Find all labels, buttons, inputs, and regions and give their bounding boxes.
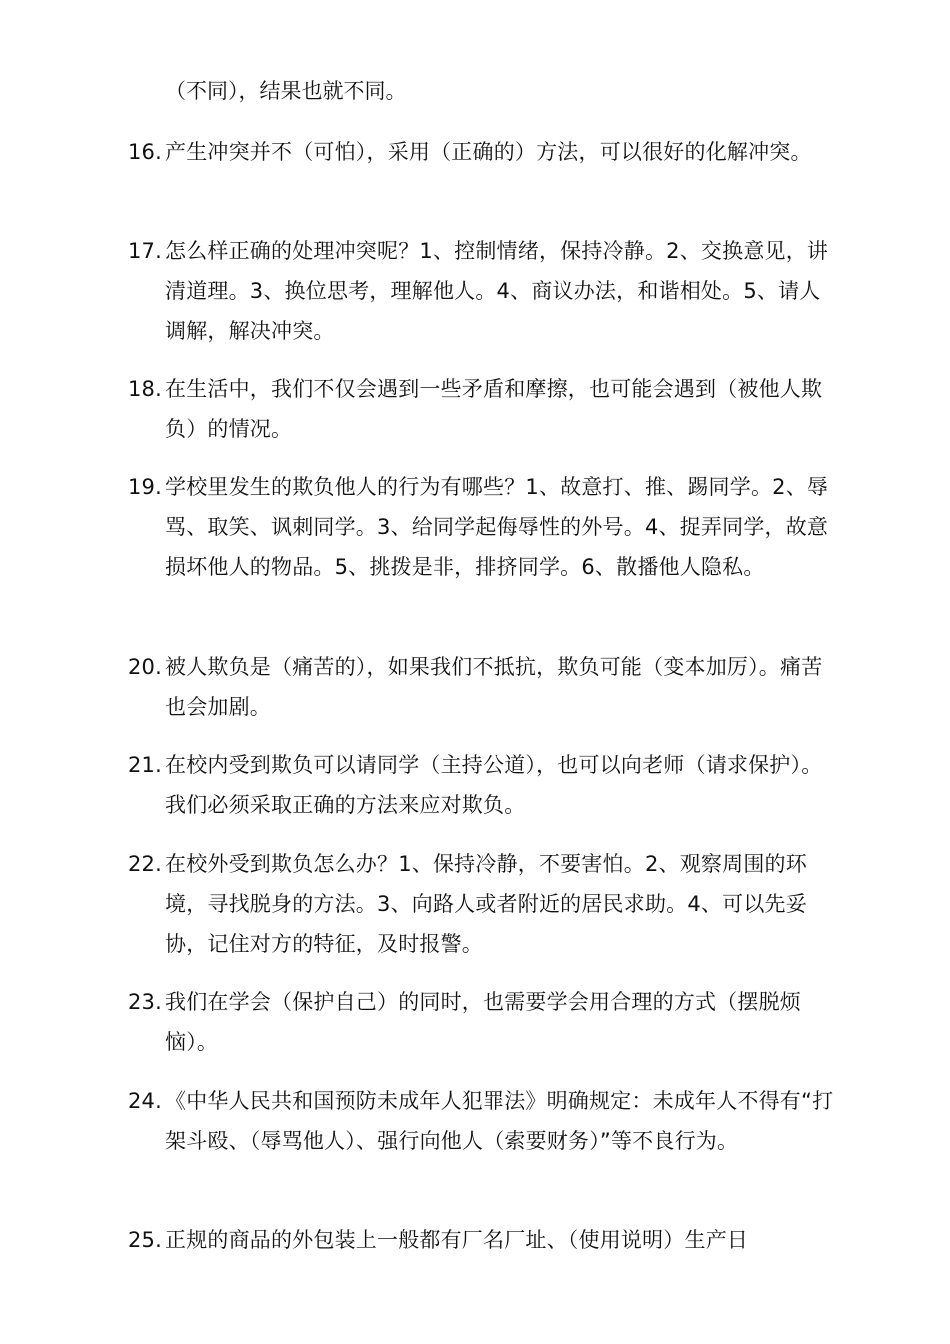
- item-number: 20.: [128, 655, 162, 679]
- list-item-18: [128, 369, 834, 449]
- item-text: 《中华人民共和国预防未成年人犯罪法》明确规定：未成年人不得有“打架斗殴、（辱骂他人）、强行向他人（索要财务）”等不良行为。: [165, 1089, 834, 1153]
- item-text: 在校外受到欺负怎么办？1、保持冷静，不要害怕。2、观察周围的环境，寻找脱身的方法。3、向路人或者附近的居民求助。4、可以先妥协，记住对方的特征，及时报警。: [165, 852, 807, 956]
- item-number: 25.: [128, 1228, 162, 1252]
- list-item-24: [128, 1081, 834, 1161]
- item-text: 正规的商品的外包装上一般都有厂名厂址、（使用说明）生产日: [165, 1228, 749, 1252]
- item-number: 19.: [128, 475, 162, 499]
- list-item-19: [128, 467, 834, 587]
- list-item-25: [128, 1220, 834, 1260]
- item-number: 24.: [128, 1089, 162, 1113]
- item-number: 22.: [128, 852, 162, 876]
- item-number: 21.: [128, 753, 162, 777]
- item-text: 被人欺负是（痛苦的），如果我们不抵抗，欺负可能（变本加厉）。痛苦也会加剧。: [165, 655, 823, 719]
- item-number: 23.: [128, 990, 162, 1014]
- item-text: 我们在学会（保护自己）的同时，也需要学会用合理的方式（摆脱烦恼）。: [165, 990, 801, 1054]
- continuation-text: （不同），结果也就不同。: [165, 79, 407, 103]
- item-number: 17.: [128, 239, 162, 263]
- list-item-22: [128, 844, 834, 964]
- list-item-16: [128, 132, 834, 172]
- list-item-23: [128, 982, 834, 1062]
- list-item-17: [128, 231, 834, 351]
- item-text: 学校里发生的欺负他人的行为有哪些？1、故意打、推、踢同学。2、辱骂、取笑、讽刺同学。3、给同学起侮辱性的外号。4、捉弄同学，故意损坏他人的物品。5、挑拨是非，排挤同学。6、散播他人隐私。: [165, 475, 829, 579]
- item-number: 18.: [128, 377, 162, 401]
- list-item-21: [128, 745, 834, 825]
- item-text: 怎么样正确的处理冲突呢？1、控制情绪，保持冷静。2、交换意见，讲清道理。3、换位思考，理解他人。4、商议办法，和谐相处。5、请人调解，解决冲突。: [165, 239, 829, 343]
- item-text: 在校内受到欺负可以请同学（主持公道），也可以向老师（请求保护）。我们必须采取正确的方法来应对欺负。: [165, 753, 823, 817]
- item-text: 产生冲突并不（可怕），采用（正确的）方法，可以很好的化解冲突。: [165, 140, 812, 164]
- item-text: 在生活中，我们不仅会遇到一些矛盾和摩擦，也可能会遇到（被他人欺负）的情况。: [165, 377, 823, 441]
- list-item-20: [128, 647, 834, 727]
- item-number: 16.: [128, 140, 162, 164]
